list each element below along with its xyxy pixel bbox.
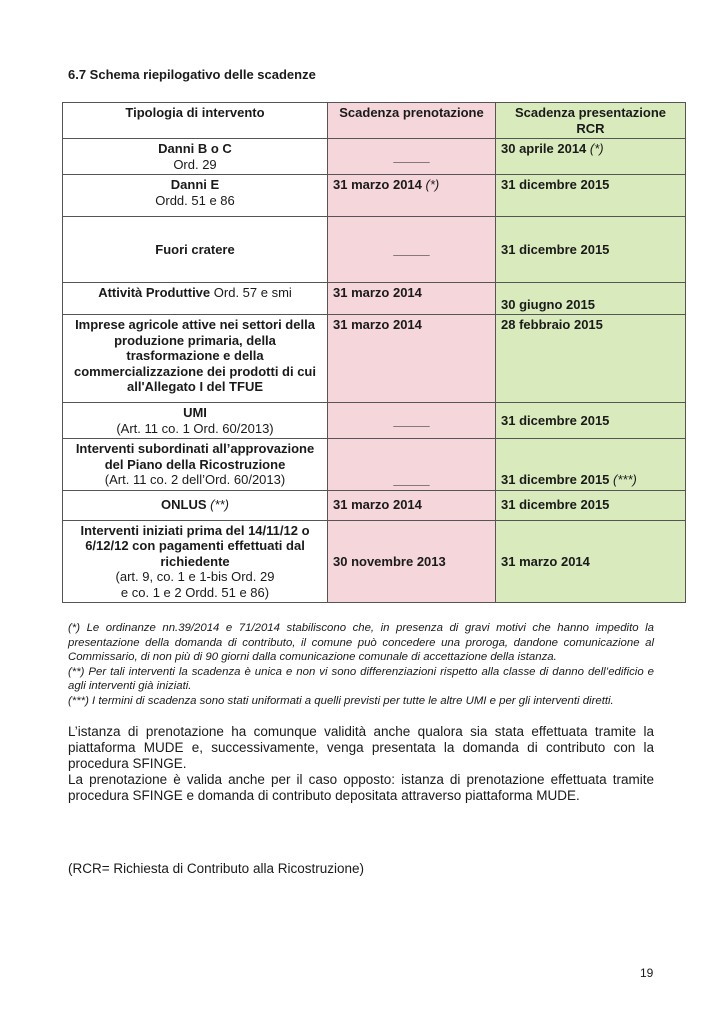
rcr-date: 31 marzo 2014 (501, 553, 590, 569)
row-rcr (496, 175, 686, 217)
table-header-row (63, 103, 686, 139)
rcr-date: 30 giugno 2015 (501, 296, 595, 312)
row-rcr (496, 439, 686, 491)
row-title: Imprese agricole attive nei settori della produzione primaria, della trasformazione e della commercializzazione dei prodotti di cui all'Allegato I del TFUE (74, 317, 316, 394)
row-title: UMI (183, 405, 207, 420)
row-tipologia (63, 315, 328, 403)
paragraph-2: La prenotazione è valida anche per il caso opposto: istanza di prenotazione effettuata tramite procedura SFINGE e domanda di contributo depositata attraverso piattaforma MUDE. (68, 772, 654, 803)
row-prenotazione (328, 315, 496, 403)
dash-placeholder: _____ (393, 412, 430, 428)
table-row (63, 490, 686, 520)
rcr-note: (*) (589, 141, 604, 156)
row-sub: (art. 9, co. 1 e 1-bis Ord. 29 (115, 569, 275, 584)
row-title-note: (**) (210, 497, 229, 513)
footnotes (68, 621, 654, 709)
dash-placeholder: _____ (393, 472, 430, 487)
row-title: ONLUS (161, 497, 207, 513)
header-rcr: Scadenza presentazione RCR (496, 103, 686, 139)
table-row (63, 175, 686, 217)
rcr-date: 31 dicembre 2015 (501, 472, 610, 487)
table-row (63, 283, 686, 315)
section-heading: 6.7 Schema riepilogativo delle scadenze (68, 67, 316, 82)
table-row (63, 217, 686, 283)
row-tipologia (63, 283, 328, 315)
rcr-date: 30 aprile 2014 (501, 141, 587, 156)
row-prenotazione (328, 175, 496, 217)
header-prenotazione: Scadenza prenotazione (328, 103, 496, 139)
table-row (63, 315, 686, 403)
row-sub: (Art. 11 co. 1 Ord. 60/2013) (116, 420, 274, 436)
pren-date: 31 marzo 2014 (333, 497, 422, 513)
header-tipologia: Tipologia di intervento (63, 103, 328, 139)
rcr-date: 31 dicembre 2015 (501, 241, 610, 257)
row-rcr (496, 217, 686, 283)
row-title: Danni B o C (158, 141, 232, 156)
row-title: Interventi subordinati all’approvazione del Piano della Ricostruzione (75, 441, 315, 472)
row-title: Attività Produttive (98, 285, 211, 300)
row-prenotazione (328, 139, 496, 175)
row-sub: (Art. 11 co. 2 dell’Ord. 60/2013) (104, 472, 286, 487)
rcr-date: 31 dicembre 2015 (501, 412, 610, 428)
footnote-2: (**) Per tali interventi la scadenza è unica e non vi sono differenziazioni rispetto alla classe di danno dell’edificio e agli interventi già iniziati. (68, 665, 654, 693)
pren-date: 31 marzo 2014 (333, 177, 422, 192)
row-rcr (496, 139, 686, 175)
row-tipologia (63, 520, 328, 603)
row-tipologia (63, 139, 328, 175)
row-prenotazione (328, 283, 496, 315)
rcr-date: 31 dicembre 2015 (501, 497, 610, 513)
pren-date: 30 novembre 2013 (333, 553, 446, 569)
row-sub: Ord. 57 e smi (213, 285, 292, 300)
table-row (63, 403, 686, 439)
row-prenotazione (328, 439, 496, 491)
pren-date: 31 marzo 2014 (333, 285, 422, 300)
footnote-3: (***) I termini di scadenza sono stati uniformati a quelli previsti per tutte le altre UMI e per gli interventi diretti. (68, 694, 614, 707)
row-sub: Ordd. 51 e 86 (155, 192, 235, 208)
row-rcr (496, 315, 686, 403)
row-rcr (496, 283, 686, 315)
rcr-date: 28 febbraio 2015 (501, 317, 603, 332)
table-row (63, 439, 686, 491)
rcr-definition: (RCR= Richiesta di Contributo alla Ricostruzione) (68, 861, 364, 876)
row-tipologia (63, 403, 328, 439)
table-row (63, 139, 686, 175)
row-sub: Ord. 29 (173, 156, 217, 172)
pren-note: (*) (425, 177, 440, 192)
row-rcr (496, 490, 686, 520)
row-title: Interventi iniziati prima del 14/11/12 o 6/12/12 con pagamenti effettuati dal richiedente (80, 522, 310, 569)
rcr-note: (***) (613, 472, 637, 487)
dash-placeholder: _____ (393, 148, 430, 164)
row-title: Danni E (170, 177, 220, 192)
row-rcr (496, 520, 686, 603)
pren-date: 31 marzo 2014 (333, 317, 422, 332)
row-rcr (496, 403, 686, 439)
row-prenotazione (328, 520, 496, 603)
table-row (63, 520, 686, 603)
footnote-1: (*) Le ordinanze nn.39/2014 e 71/2014 stabiliscono che, in presenza di gravi motivi che hanno impedito la presentazione della domanda di contributo, il comune può concedere una proroga, dandone comunicazione al Commissario, di non più di 90 giorni dalla comunicazione comunale di accettazione della istanza. (68, 622, 654, 664)
page-number: 19 (640, 966, 654, 980)
row-prenotazione (328, 490, 496, 520)
deadlines-table (62, 102, 686, 603)
row-tipologia (63, 439, 328, 491)
row-tipologia (63, 175, 328, 217)
paragraph-1: L’istanza di prenotazione ha comunque validità anche qualora sia stata effettuata tramite la piattaforma MUDE e, successivamente, venga presentata la domanda di contributo con la procedura SFINGE. (68, 724, 654, 771)
row-sub-2: e co. 1 e 2 Ordd. 51 e 86) (120, 584, 270, 600)
row-tipologia (63, 217, 328, 283)
row-tipologia (63, 490, 328, 520)
row-prenotazione (328, 217, 496, 283)
dash-placeholder: _____ (393, 241, 430, 257)
row-prenotazione (328, 403, 496, 439)
row-title: Fuori cratere (155, 241, 235, 257)
body-paragraphs (68, 724, 654, 804)
rcr-date: 31 dicembre 2015 (501, 177, 610, 192)
